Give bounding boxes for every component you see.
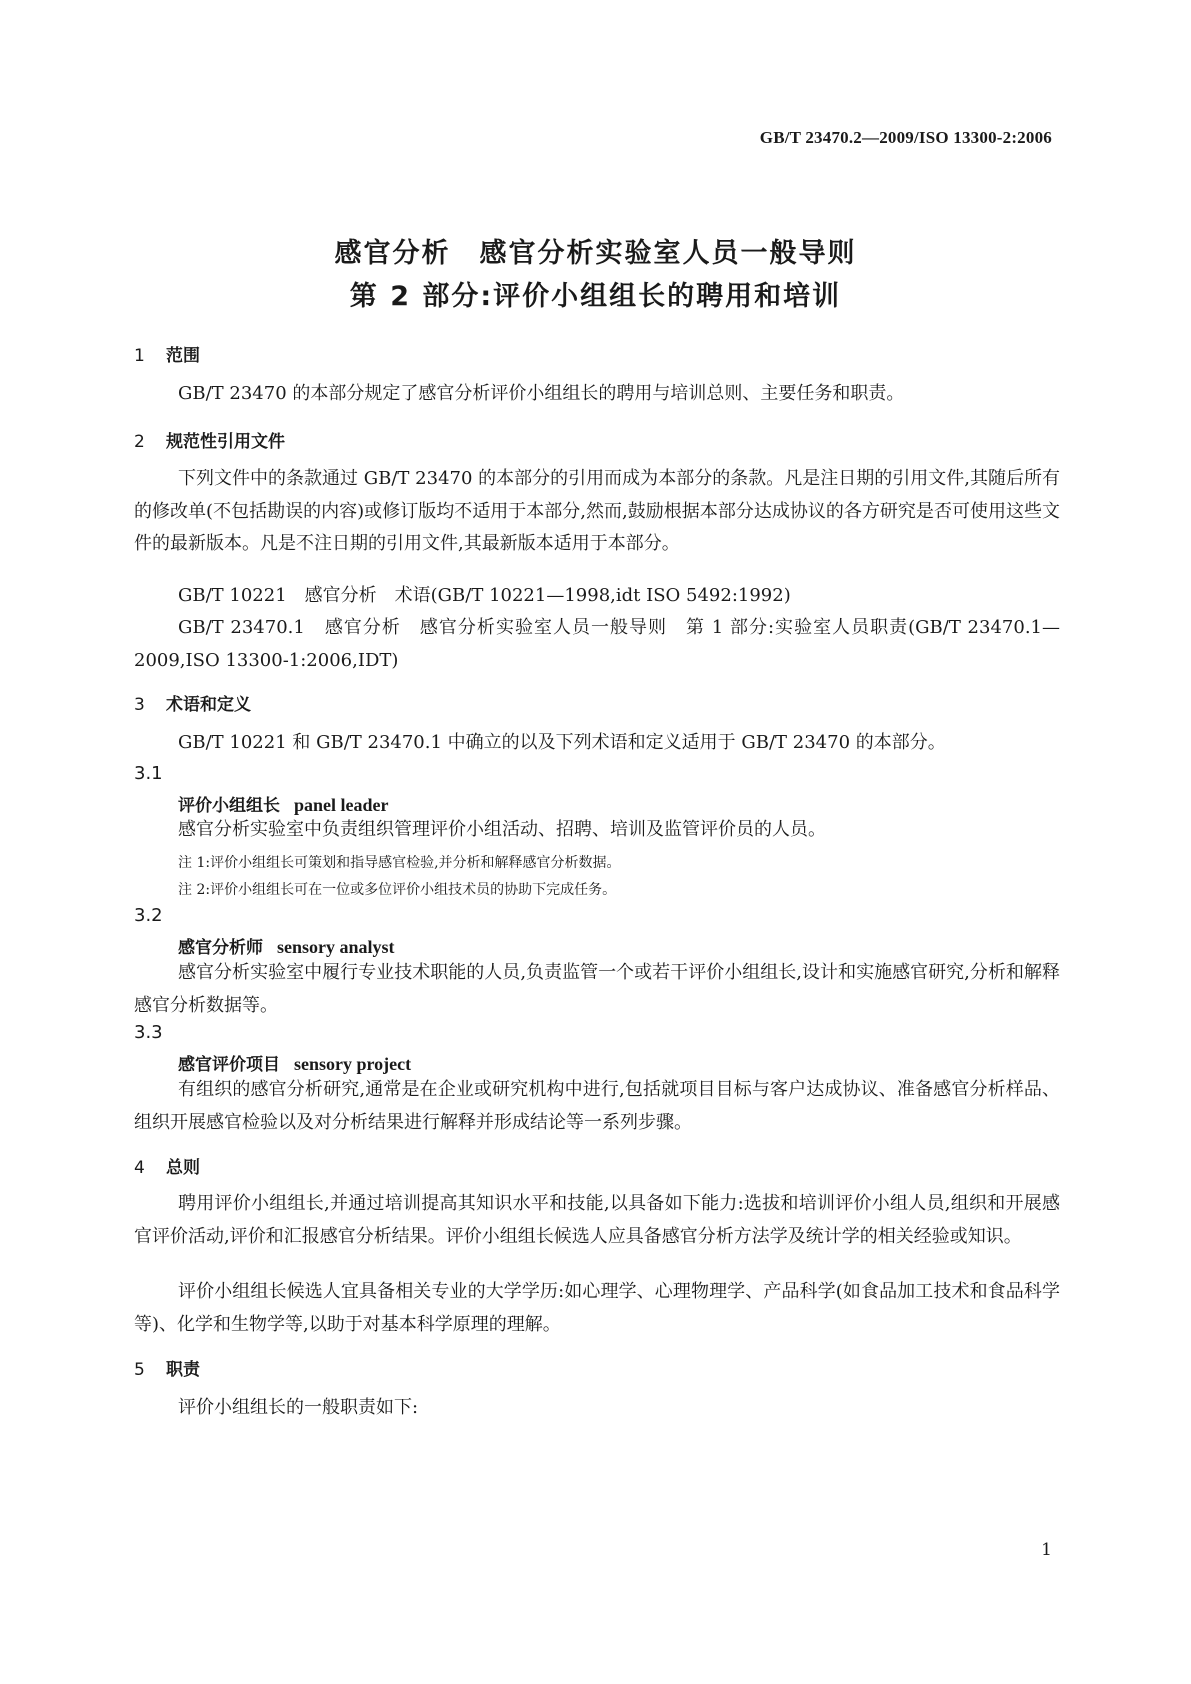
section-title: 范围 [166,346,200,366]
section-title: 规范性引用文件 [166,432,285,452]
term-chinese: 评价小组组长 [178,796,280,816]
section-1-heading [134,341,200,366]
term-english: sensory project [294,1054,412,1074]
term-definition: 感官分析实验室中履行专业技术职能的人员,负责监管一个或若干评价小组组长,设计和实施感官研究,分析和解释感官分析数据等。 [134,962,1060,1016]
section-number: 2 [134,432,145,452]
page-number: 1 [1041,1540,1052,1560]
term-chinese: 感官评价项目 [178,1055,280,1075]
section-number: 5 [134,1360,145,1380]
section-4-heading [134,1153,200,1178]
normative-reference-2: GB/T 23470.1 感官分析 感官分析实验室人员一般导则 第 1 部分:实验室人员职责(GB/T 23470.1—2009,ISO 13300-1:2006,IDT) [134,617,1060,671]
section-3-paragraph: GB/T 10221 和 GB/T 23470.1 中确立的以及下列术语和定义适用于 GB/T 23470 的本部分。 [178,732,946,753]
term-number: 3.2 [134,905,163,926]
section-2-heading [134,427,285,452]
document-title-line-2: 第 2 部分:评价小组组长的聘用和培训 [349,281,842,312]
term-english: panel leader [294,795,389,815]
term-heading [178,791,389,816]
standard-code: GB/T 23470.2—2009/ISO 13300-2:2006 [759,128,1052,147]
term-number: 3.3 [134,1022,163,1043]
normative-reference-1: GB/T 10221 感官分析 术语(GB/T 10221—1998,idt ISO 5492:1992) [178,585,791,606]
section-3-heading [134,690,251,715]
term-heading [178,1050,411,1075]
document-title-line-1: 感官分析 感官分析实验室人员一般导则 [334,238,857,269]
section-number: 4 [134,1158,145,1178]
term-note: 注 1:评价小组组长可策划和指导感官检验,并分析和解释感官分析数据。 [178,855,621,871]
term-definition: 感官分析实验室中负责组织管理评价小组活动、招聘、培训及监管评价员的人员。 [178,819,826,840]
section-number: 1 [134,346,145,366]
section-5-heading [134,1355,200,1380]
term-note: 注 2:评价小组组长可在一位或多位评价小组技术员的协助下完成任务。 [178,882,617,898]
section-number: 3 [134,695,145,715]
section-title: 职责 [166,1360,200,1380]
term-number: 3.1 [134,763,163,784]
term-heading [178,933,395,958]
section-title: 总则 [166,1158,200,1178]
section-4-paragraph: 评价小组组长候选人宜具备相关专业的大学学历:如心理学、心理物理学、产品科学(如食品加工技术和食品科学等)、化学和生物学等,以助于对基本科学原理的理解。 [134,1281,1060,1335]
term-english: sensory analyst [277,937,395,957]
term-definition: 有组织的感官分析研究,通常是在企业或研究机构中进行,包括就项目目标与客户达成协议、准备感官分析样品、组织开展感官检验以及对分析结果进行解释并形成结论等一系列步骤。 [134,1079,1060,1133]
section-1-paragraph: GB/T 23470 的本部分规定了感官分析评价小组组长的聘用与培训总则、主要任务和职责。 [178,383,905,404]
section-4-paragraph: 聘用评价小组组长,并通过培训提高其知识水平和技能,以具备如下能力:选拔和培训评价小组人员,组织和开展感官评价活动,评价和汇报感官分析结果。评价小组组长候选人应具备感官分析方法学及统计学的相关经验或知识。 [134,1193,1060,1247]
term-chinese: 感官分析师 [178,938,263,958]
section-2-paragraph: 下列文件中的条款通过 GB/T 23470 的本部分的引用而成为本部分的条款。凡是注日期的引用文件,其随后所有的修改单(不包括勘误的内容)或修订版均不适用于本部分,然而,鼓励根据本部分达成协议的各方研究是否可使用这些文件的最新版本。凡是不注日期的引用文件,其最新版本适用于本部分。 [134,468,1060,554]
section-title: 术语和定义 [166,695,251,715]
section-5-paragraph: 评价小组组长的一般职责如下: [178,1397,419,1418]
